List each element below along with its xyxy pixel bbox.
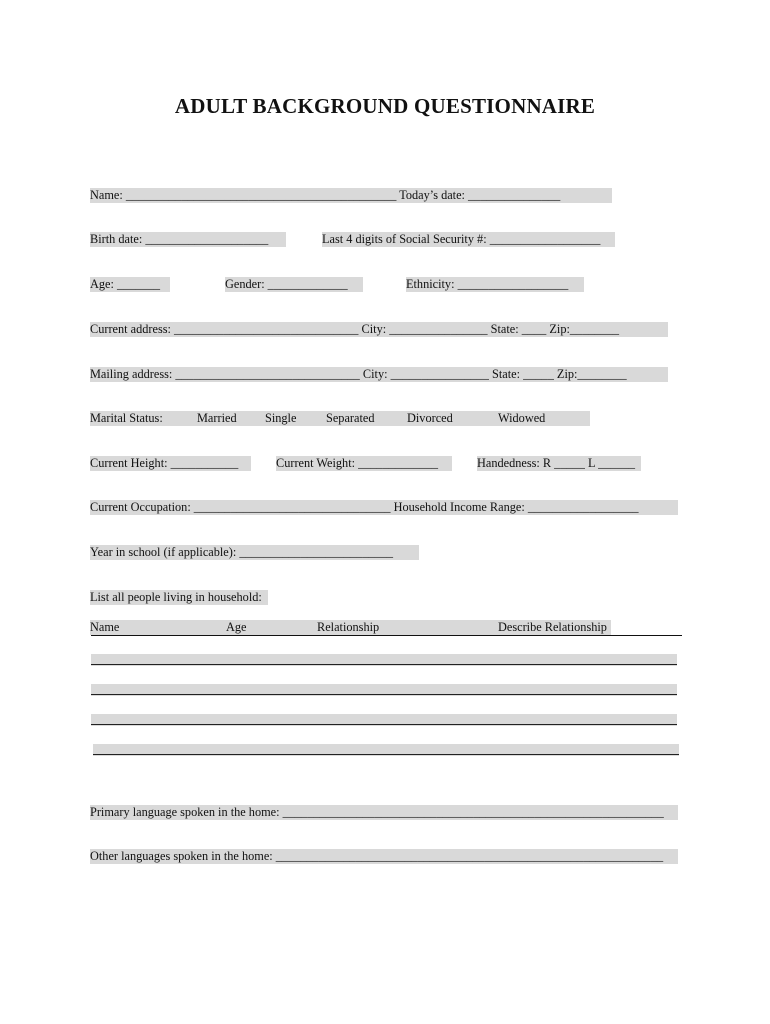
occupation-income-field[interactable] bbox=[90, 500, 678, 515]
marital-status-field bbox=[90, 411, 590, 426]
household-table-header bbox=[90, 620, 611, 635]
mailing-address-field[interactable] bbox=[90, 367, 668, 382]
household-entry-line-2[interactable] bbox=[91, 684, 677, 696]
gender-text: Gender: _____________ bbox=[225, 277, 348, 291]
occupation-income-text: Current Occupation: ________________________________ Household Income Range: __________________ bbox=[90, 500, 639, 514]
gender-field[interactable] bbox=[225, 277, 363, 292]
marital-option-separated[interactable]: Separated bbox=[326, 411, 375, 425]
current-address-text: Current address: ______________________________ City: ________________ State: ____ Zip:________ bbox=[90, 322, 620, 336]
age-text: Age: _______ bbox=[90, 277, 161, 291]
marital-option-divorced[interactable]: Divorced bbox=[407, 411, 453, 425]
marital-option-single[interactable]: Single bbox=[265, 411, 297, 425]
household-list-label-box bbox=[90, 590, 268, 605]
ethnicity-field[interactable] bbox=[406, 277, 584, 292]
ethnicity-text: Ethnicity: __________________ bbox=[406, 277, 569, 291]
header-describe-relationship: Describe Relationship bbox=[498, 620, 607, 634]
name-date-field[interactable] bbox=[90, 188, 612, 203]
year-in-school-text: Year in school (if applicable): _________________________ bbox=[90, 545, 394, 559]
weight-field[interactable] bbox=[276, 456, 452, 471]
header-relationship: Relationship bbox=[317, 620, 380, 634]
year-in-school-field[interactable] bbox=[90, 545, 419, 560]
handedness-text: Handedness: R _____ L ______ bbox=[477, 456, 636, 470]
primary-language-text: Primary language spoken in the home: ______________________________________________________________ bbox=[90, 805, 664, 819]
marital-option-married[interactable]: Married bbox=[197, 411, 237, 425]
household-list-label: List all people living in household: bbox=[90, 590, 262, 604]
current-address-field[interactable] bbox=[90, 322, 668, 337]
name-date-text: Name: ____________________________________________ Today’s date: _______________ bbox=[90, 188, 561, 202]
height-field[interactable] bbox=[90, 456, 251, 471]
household-entry-line-3[interactable] bbox=[91, 714, 677, 726]
height-text: Current Height: ___________ bbox=[90, 456, 239, 470]
marital-status-label: Marital Status: bbox=[90, 411, 163, 425]
household-entry-line-1[interactable] bbox=[91, 654, 677, 666]
other-languages-field[interactable] bbox=[90, 849, 678, 864]
handedness-field[interactable] bbox=[477, 456, 641, 471]
header-rule bbox=[91, 635, 682, 636]
header-age: Age bbox=[226, 620, 247, 634]
other-languages-text: Other languages spoken in the home: _______________________________________________________________ bbox=[90, 849, 664, 863]
mailing-address-text: Mailing address: ______________________________ City: ________________ State: _____ Zip:________ bbox=[90, 367, 627, 381]
primary-language-field[interactable] bbox=[90, 805, 678, 820]
page-title: ADULT BACKGROUND QUESTIONNAIRE bbox=[174, 94, 596, 118]
age-field[interactable] bbox=[90, 277, 170, 292]
ssn-text: Last 4 digits of Social Security #: __________________ bbox=[322, 232, 601, 246]
marital-option-widowed[interactable]: Widowed bbox=[498, 411, 546, 425]
birth-date-field[interactable] bbox=[90, 232, 286, 247]
birth-date-text: Birth date: ____________________ bbox=[90, 232, 269, 246]
header-name: Name bbox=[90, 620, 120, 634]
ssn-field[interactable] bbox=[322, 232, 615, 247]
household-entry-line-4[interactable] bbox=[93, 744, 679, 756]
weight-text: Current Weight: _____________ bbox=[276, 456, 439, 470]
